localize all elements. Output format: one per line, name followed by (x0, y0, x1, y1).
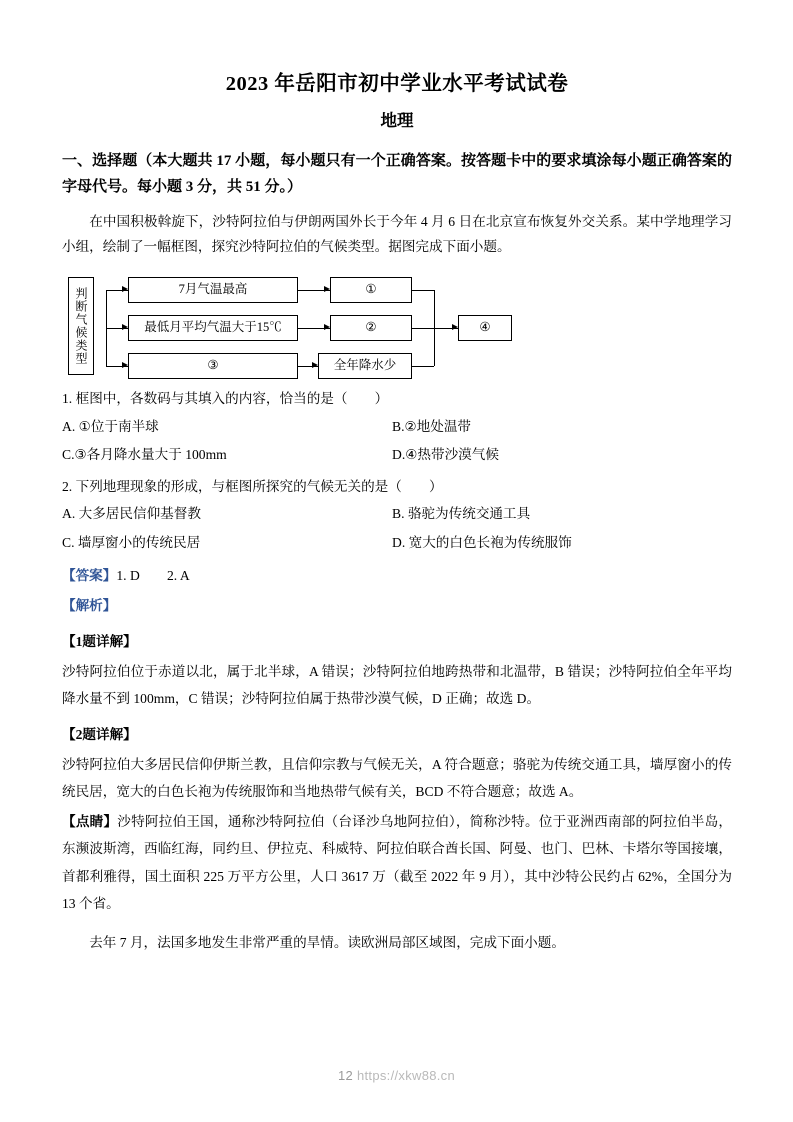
question-1-option-c: C.③各月降水量大于 100mm (62, 447, 227, 463)
watermark-page-number: 12 (338, 1068, 354, 1083)
question-1-text: 框图中，各数码与其填入的内容，恰当的是（ ） (75, 390, 389, 406)
diagram-arrow (122, 286, 128, 292)
question-2-text: 下列地理现象的形成，与框图所探究的气候无关的是（ ） (75, 478, 443, 494)
diagram-result-3: 全年降水少 (318, 353, 412, 379)
diagram-arrow (312, 362, 318, 368)
question-1-option-d: D.④热带沙漠气候 (392, 447, 499, 463)
tip-text: 沙特阿拉伯王国，通称沙特阿拉伯（台译沙乌地阿拉伯），简称沙特。位于亚洲西南部的阿拉伯半岛，东濒波斯湾，西临红海，同约旦、伊拉克、科威特、阿拉伯联合酋长国、阿曼、也门、巴林、卡塔尔等国接壤，首都利雅得，国土面积 225 万平方公里，人口 3617 万（截至 2022 年 9 月），其中沙特公民约占 62%，全国分为 13 个省。 (62, 814, 733, 911)
diagram-line (412, 328, 434, 329)
question-2-option-c: C. 墙厚窗小的传统民居 (62, 534, 201, 550)
diagram-arrow (122, 362, 128, 368)
section-heading: 一、选择题（本大题共 17 小题，每小题只有一个正确答案。按答题卡中的要求填涂每小题正确答案的字母代号。每小题 3 分，共 51 分。） (62, 153, 732, 196)
question-1-option-a: A. ①位于南半球 (62, 418, 159, 434)
watermark-site: https://xkw88.cn (356, 1068, 455, 1083)
question-1-option-b: B.②地处温带 (392, 418, 472, 434)
question-2-options-row2 (62, 530, 732, 557)
question-1-number: 1. (62, 390, 73, 406)
diagram-line (412, 366, 434, 367)
tip-label: 【点睛】 (62, 814, 118, 830)
climate-flow-diagram (68, 271, 491, 381)
diagram-result-1: ① (330, 277, 412, 303)
detail-2-text: 沙特阿拉伯大多居民信仰伊斯兰教，且信仰宗教与气候无关，A 符合题意；骆驼为传统交通工具，墙厚窗小的传统民居，宽大的白色长袍为传统服饰和当地热带气候有关，BCD 不符合题意；故选 A。 (62, 756, 732, 800)
next-intro-paragraph: 去年 7 月，法国多地发生非常严重的旱情。读欧洲局部区域图，完成下面小题。 (89, 934, 565, 950)
analysis-line (62, 592, 732, 619)
question-1-stem (62, 386, 732, 412)
answer-items: 1. D 2. A (116, 568, 190, 584)
analysis-label: 【解析】 (62, 597, 117, 613)
page-watermark (0, 1068, 793, 1083)
page-title: 2023 年岳阳市初中学业水平考试试卷 (225, 73, 569, 95)
page-subtitle: 地理 (380, 111, 414, 130)
question-2-option-a: A. 大多居民信仰基督教 (62, 506, 201, 522)
question-2-option-d: D. 宽大的白色长袍为传统服饰 (392, 534, 572, 550)
diagram-line (412, 290, 434, 291)
diagram-box-1: 7月气温最高 (128, 277, 298, 303)
document-content (62, 0, 732, 956)
diagram-arrow (324, 286, 330, 292)
diagram-arrow (122, 324, 128, 330)
diagram-result-2: ② (330, 315, 412, 341)
question-2-number: 2. (62, 478, 73, 494)
tip-block (62, 808, 732, 917)
detail-2-heading: 【2题详解】 (62, 727, 137, 743)
question-1-options-row1 (62, 414, 732, 441)
diagram-arrow (452, 324, 458, 330)
answer-line (62, 562, 732, 589)
diagram-box-2: 最低月平均气温大于15℃ (128, 315, 298, 341)
intro-paragraph: 在中国积极斡旋下，沙特阿拉伯与伊朗两国外长于今年 4 月 6 日在北京宣布恢复外交关系。某中学地理学习小组，绘制了一幅框图，探究沙特阿拉伯的气候类型。据图完成下面小题。 (62, 213, 732, 254)
question-2-option-b: B. 骆驼为传统交通工具 (392, 506, 531, 522)
diagram-arrow (324, 324, 330, 330)
question-2-options-row1 (62, 501, 732, 528)
diagram-box-3: ③ (128, 353, 298, 379)
question-2-stem (62, 474, 732, 500)
question-1-options-row2 (62, 442, 732, 469)
diagram-result-4: ④ (458, 315, 512, 341)
diagram-left-label: 判断气候类型 (68, 277, 94, 375)
detail-1-text: 沙特阿拉伯位于赤道以北，属于北半球，A 错误；沙特阿拉伯地跨热带和北温带，B 错误；沙特阿拉伯全年平均降水量不到 100mm，C 错误；沙特阿拉伯属于热带沙漠气候，D 正确；故选 D。 (62, 663, 732, 706)
detail-1-heading: 【1题详解】 (62, 633, 137, 649)
answer-label: 【答案】 (62, 568, 117, 584)
